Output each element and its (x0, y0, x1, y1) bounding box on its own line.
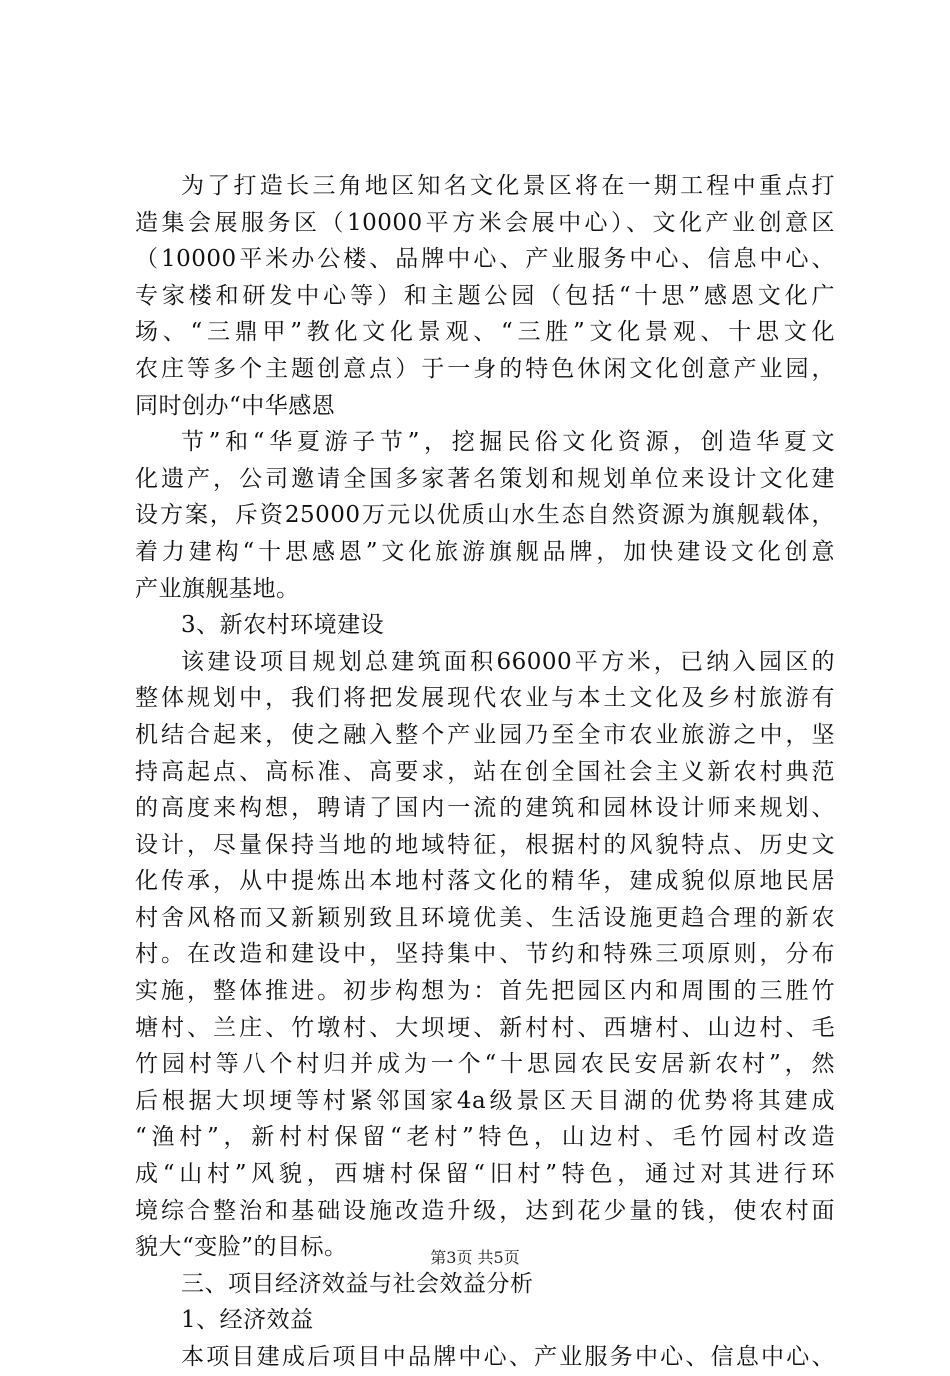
text-line: 农庄等多个主题创意点）于一身的特色休闲文化创意产业园， (135, 355, 835, 382)
text-line: 后根据大坝埂等村紧邻国家4a级景区天目湖的优势将其建成 (135, 1087, 835, 1114)
text-line: 整体规划中，我们将把发展现代农业与本土文化及乡村旅游有 (135, 685, 835, 712)
text-line: 设方案，斥资25000万元以优质山水生态自然资源为旗舰载体， (135, 502, 835, 529)
text-line: 节”和“华夏游子节”，挖掘民俗文化资源，创造华夏文 (181, 429, 835, 456)
text-line: 成“山村”风貌，西塘村保留“旧村”特色，通过对其进行环 (135, 1161, 835, 1188)
text-line: 村舍风格而又新颖别致且环境优美、生活设施更趋合理的新农 (135, 904, 835, 931)
text-line: 竹园村等八个村归并成为一个“十思园农民安居新农村”，然 (135, 1051, 835, 1078)
text-line: 造集会展服务区（10000平方米会展中心）、文化产业创意区 (135, 209, 835, 236)
text-line: 1、经济效益 (181, 1307, 314, 1334)
text-line: 塘村、兰庄、竹墩村、大坝埂、新村村、西塘村、山边村、毛 (135, 1014, 835, 1041)
text-line: 本项目建成后项目中品牌中心、产业服务中心、信息中心、 (181, 1344, 835, 1370)
text-line: 设计，尽量保持当地的地域特征，根据村的风貌特点、历史文 (135, 831, 835, 858)
text-line: 化遗产，公司邀请全国多家著名策划和规划单位来设计文化建 (135, 465, 835, 492)
text-line: 着力建构“十思感恩”文化旅游旗舰品牌，加快建设文化创意 (135, 538, 835, 565)
text-line: 同时创办“中华感恩 (135, 392, 336, 419)
text-line: （10000平米办公楼、品牌中心、产业服务中心、信息中心、 (135, 246, 835, 273)
text-line: 持高起点、高标准、高要求，站在创全国社会主义新农村典范 (135, 758, 835, 785)
text-line: 专家楼和研发中心等）和主题公园（包括“十思”感恩文化广 (135, 282, 835, 309)
text-line: 该建设项目规划总建筑面积66000平方米，已纳入园区的 (181, 648, 835, 675)
text-line: 三、项目经济效益与社会效益分析 (181, 1270, 534, 1297)
text-line: 化传承，从中提炼出本地村落文化的精华，建成貌似原地民居 (135, 868, 835, 895)
document-body (135, 168, 835, 1376)
text-line: 场、“三鼎甲”教化文化景观、“三胜”文化景观、十思文化 (135, 319, 835, 346)
text-line: 村。在改造和建设中，坚持集中、节约和特殊三项原则，分布 (135, 941, 835, 968)
text-line: 3、新农村环境建设 (181, 612, 385, 639)
text-line: 境综合整治和基础设施改造升级，达到花少量的钱，使农村面 (135, 1197, 835, 1224)
page-footer: 第3页 共5页 (430, 1248, 520, 1267)
text-line: 貌大“变脸”的目标。 (135, 1234, 348, 1261)
text-line: “渔村”，新村村保留“老村”特色，山边村、毛竹园村改造 (135, 1124, 835, 1151)
text-line: 的高度来构想，聘请了国内一流的建筑和园林设计师来规划、 (135, 795, 835, 822)
text-line: 产业旗舰基地。 (135, 575, 300, 602)
text-line: 为了打造长三角地区知名文化景区将在一期工程中重点打 (181, 173, 835, 199)
text-line: 机结合起来，使之融入整个产业园乃至全市农业旅游之中，坚 (135, 721, 835, 748)
text-line: 实施，整体推进。初步构想为：首先把园区内和周围的三胜竹 (135, 978, 835, 1005)
